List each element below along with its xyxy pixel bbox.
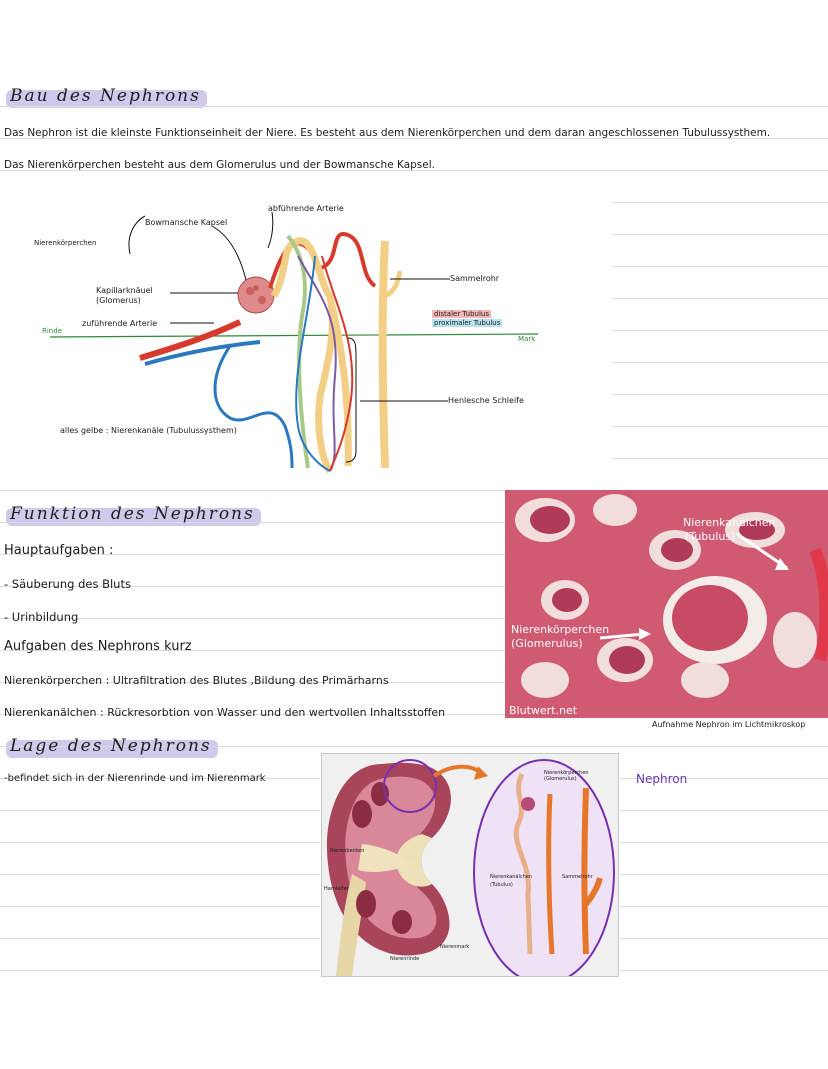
micro-caption: Aufnahme Nephron im Lichtmikroskop (652, 720, 806, 729)
kidney-label-harnleiter: Harnleiter (324, 886, 349, 892)
kidney-illustration (321, 753, 619, 977)
label-bowman: Bowmansche Kapsel (145, 218, 228, 227)
aufgabe-1: - Säuberung des Bluts (4, 577, 131, 591)
kidney-label-koerperchen-2: (Glomerulus) (544, 776, 577, 782)
section-title-bau: Bau des Nephrons (6, 86, 207, 106)
micro-label-tubulus-2: (Tubulus) (685, 530, 736, 543)
aufgabe-nierenkoerperchen: Nierenkörperchen : Ultrafiltration des Blutes ,Bildung des Primärharns (4, 674, 389, 687)
kidney-label-nierenmark: Nierenmark (440, 944, 470, 950)
kidney-label-sammelrohr: Sammelrohr (562, 874, 593, 880)
kidney-svg (322, 754, 618, 976)
tissue-illustration (505, 490, 828, 718)
label-zufuehrende-arterie: zuführende Arterie (82, 319, 158, 328)
micro-watermark: Blutwert.net (509, 704, 578, 717)
label-abfuehrende-arterie: abführende Arterie (268, 204, 344, 213)
label-rinde: Rinde (42, 327, 62, 335)
nephron-label: Nephron (636, 772, 688, 786)
bau-paragraph-1: Das Nephron ist die kleinste Funktionseinheit der Niere. Es besteht aus dem Nierenkörperchen und dem daran angeschlossenen Tubulussysthem. (4, 127, 771, 139)
aufgaben-kurz: Aufgaben des Nephrons kurz (4, 639, 192, 654)
section-title-lage: Lage des Nephrons (6, 736, 218, 756)
kidney-label-koerperchen-1: Nierenkörperchen (544, 770, 589, 776)
label-nierenkoerperchen: Nierenkörperchen (34, 239, 97, 247)
kidney-label-tubulus-1: Nierenkanälchen (490, 874, 533, 880)
micro-label-glomerulus-1: Nierenkörperchen (511, 623, 610, 636)
hauptaufgaben: Hauptaufgaben : (4, 543, 114, 558)
bau-paragraph-2: Das Nierenkörperchen besteht aus dem Glomerulus und der Bowmansche Kapsel. (4, 159, 435, 171)
nephron-diagram (30, 196, 550, 476)
kidney-label-nierenrinde: Nierenrinde (390, 956, 420, 962)
label-henlesche-schleife: Henlesche Schleife (448, 396, 524, 405)
label-proximaler-tubulus: proximaler Tubulus (434, 319, 501, 327)
label-mark: Mark (518, 335, 536, 343)
label-sammelrohr: Sammelrohr (450, 274, 500, 283)
label-glomerus: (Glomerus) (96, 296, 141, 305)
kidney-label-tubulus-2: (Tubulus) (490, 882, 513, 888)
label-distaler-tubulus: distaler Tubulus (434, 310, 489, 318)
label-kapillarknaeuel: Kapillarknäuel (96, 286, 153, 295)
label-alles-gelbe: alles gelbe : Nierenkanäle (Tubulussysthem) (60, 426, 237, 435)
aufgabe-2: - Urinbildung (4, 610, 79, 624)
aufgabe-nierenkanaelchen: Nierenkanälchen : Rückresorbtion von Wasser und den wertvollen Inhaltsstoffen (4, 706, 446, 719)
micro-label-tubulus-1: Nierenkanälchen (683, 516, 776, 529)
kidney-label-nierenbecken: Nierenbecken (330, 848, 365, 854)
micro-label-glomerulus-2: (Glomerulus) (511, 637, 583, 650)
microscope-image (505, 490, 828, 718)
section-title-funktion: Funktion des Nephrons (6, 504, 261, 524)
lage-text: -befindet sich in der Nierenrinde und im Nierenmark (4, 773, 266, 784)
